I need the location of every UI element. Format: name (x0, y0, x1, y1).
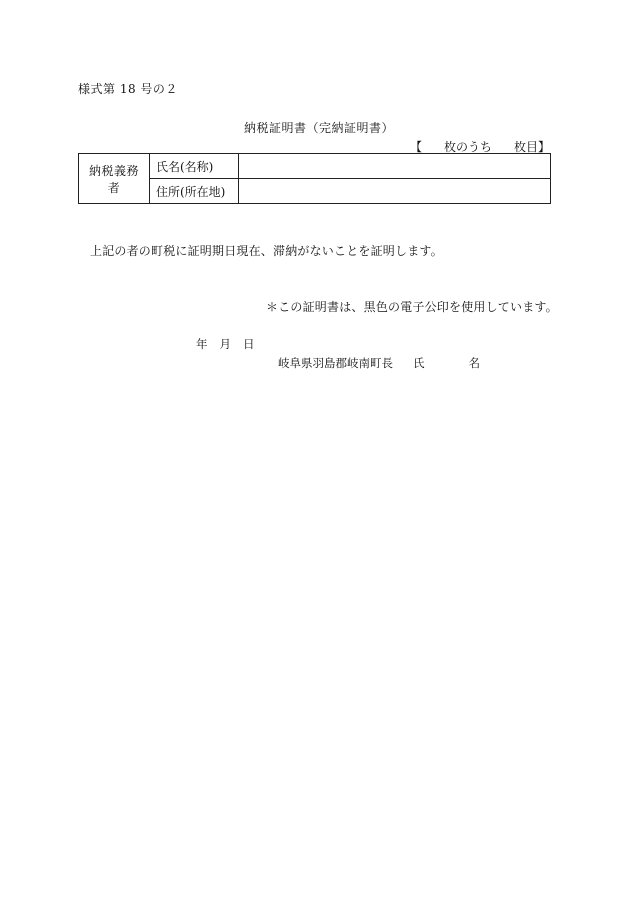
date-month-label: 月 (219, 337, 231, 351)
name-label: 氏名(名称) (150, 154, 239, 179)
table-row-name (79, 154, 551, 179)
issuer-surname: 氏 (413, 356, 425, 370)
certification-statement: 上記の者の町税に証明期日現在、滞納がないことを証明します。 (90, 244, 443, 258)
issuer-given-name: 名 (468, 356, 480, 370)
taxpayer-table (78, 153, 551, 204)
electronic-seal-note: ＊この証明書は、黒色の電子公印を使用しています。 (266, 300, 558, 314)
issuer-line (278, 355, 480, 371)
date-day-label: 日 (243, 337, 255, 351)
form-number: 様式第 18 号の２ (78, 82, 178, 96)
table-row-address (79, 179, 551, 204)
page-counter-close: 枚目】 (513, 140, 550, 154)
date-year-label: 年 (196, 337, 208, 351)
address-field[interactable] (239, 179, 551, 204)
page-counter-middle: 枚のうち (443, 140, 492, 154)
taxpayer-label: 納税義務者 (79, 154, 150, 204)
issue-date (196, 336, 255, 352)
page-counter-open: 【 (409, 140, 422, 154)
issuer-title: 岐阜県羽島郡岐南町長 (278, 356, 393, 370)
address-label: 住所(所在地) (150, 179, 239, 204)
document-title: 納税証明書（完納証明書） (243, 121, 394, 135)
name-field[interactable] (239, 154, 551, 179)
